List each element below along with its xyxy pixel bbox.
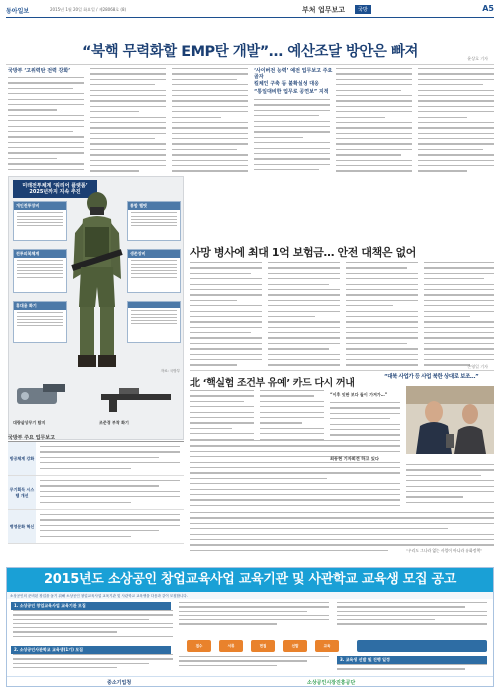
page-number: A5 [482,4,494,13]
panel-helmet [127,201,181,241]
panel-label: 개인전투장비 [14,202,66,210]
press-conference-photo [406,386,494,454]
ad-section-3-body [337,664,487,676]
flow-step: 서류 [219,640,243,652]
flow-step: 면접 [251,640,275,652]
lead-body-col5 [336,68,412,173]
section-name: 부처 업무보고 [302,6,346,14]
panel-label: 전투피복체계 [14,250,66,258]
story3-side-headline: “대북 사업가 등 사업 북한 상대로 보조…” [384,374,479,380]
paper-logo: 동아일보 [6,8,30,15]
rifle-illustration [99,380,179,416]
lead-body-col3 [172,68,248,173]
story2-col3 [346,262,418,366]
story3-headline: 北 ‘핵실험 조건부 유예’ 카드 다시 꺼내 [190,378,355,389]
row-text [40,446,180,474]
photo-content [406,386,494,454]
panel-header-bar [128,302,180,308]
story2-col2 [268,262,340,366]
story3-col1 [190,390,254,442]
ad-intro: 소상공인의 준비된 창업을 돕기 위해 소상공인 창업교육사업 교육기관 및 사관학교 교육생을 다음과 같이 모집합니다. [7,592,493,599]
ad-section-2: 2. 소상공인사관학교 교육생(1기) 모집 [11,646,171,654]
infographic-bottom-panel [13,378,179,436]
infographic-credit: 자료: 국방부 [160,369,180,373]
warrior-platform-infographic [8,176,184,440]
panel-survival-gear [127,249,181,293]
ad-contact-body [179,656,329,672]
flow-banner [357,640,487,652]
sponsor-left: 중소기업청 [107,680,132,686]
row-text [40,514,180,542]
ad-section-1-body [13,610,173,644]
flow-step: 교육 [315,640,339,652]
panel-label: 휴대용 화기 [14,302,66,310]
story2-byline: 손영일 기자 [467,364,488,369]
side-quote-2: “우리도 그나라 없는 사업이 아니라 유화정책” [406,548,482,553]
lead-subhead-2: ‘사이버전 능력’ 예전 업무보고 주요골자 [254,68,333,80]
row-category: 무기획득 시스템 개선 [8,476,36,509]
bottom-label-1: 대량살상무기 탐지 [13,420,46,425]
soldier-illustration [69,187,125,377]
ad-right-body [337,602,487,638]
ad-footer [7,676,493,687]
masthead [6,4,494,16]
recruitment-ad [6,567,494,687]
photo-caption-text [406,464,494,510]
table-row [8,476,184,510]
side-col [330,402,400,454]
flow-step: 선발 [283,640,307,652]
lead-subhead-1: 국방부 ‘고위력탄 전력 강화’ [8,68,71,74]
panel-extra [127,301,181,343]
flow-step: 접수 [187,640,211,652]
lead-byline: 윤상호 기자 [467,56,488,61]
summary-table [8,441,184,543]
bottom-label-2: 조준경 부착 화기 [99,420,129,425]
detector-illustration [13,378,73,418]
ad-section-2-body [13,654,173,674]
ad-middle-body [179,602,329,638]
issue-date: 2015년 1월 20일 화요일 / 제28068호 (8) [50,7,127,12]
row-text [40,480,180,508]
photo-caption: 최동현 기자회견 하고 있다 [330,456,379,461]
lead-body-col1 [8,77,84,173]
table-row [8,442,184,476]
story2-col4 [424,262,494,366]
story-divider [190,370,494,371]
story2-col1 [190,262,262,366]
table-title: 국방부 주요 업무보고 [8,435,55,441]
panel-label: 생존장비 [128,250,180,258]
headline-rule [6,64,494,65]
ad-title: 2015년도 소상공인 창업교육사업 교육기관 및 사관학교 교육생 모집 공고 [7,568,493,592]
ad-section-3: 3. 교육생 선발 및 진행 일정 [337,656,487,664]
panel-firearm [13,301,67,343]
ad-section-1: 1. 소상공인 창업교육사업 교육기관 모집 [11,602,171,610]
story2-headline: 사망 병사에 최대 1억 보험금… 안전 대책은 없어 [190,246,416,259]
infographic-title: 미래전투체계 ‘워리어 플랫폼’ 2025년까지 지속 추진 [13,180,97,198]
masthead-rule [6,17,494,18]
lead-subhead-4: “통일대비한 업무로 공연보” 지적 [254,89,329,95]
lead-body-col2 [90,68,166,173]
lead-headline: “북핵 무력화할 EMP탄 개발”… 예산조달 방안은 빠져 [82,44,418,60]
panel-label: 통합 헬멧 [128,202,180,210]
sponsor-right: 소상공인시장진흥공단 [307,680,356,686]
lead-subhead-3: 킬체인 구축 등 불확실성 대응 [254,81,319,87]
panel-combat-uniform [13,249,67,293]
table-row [8,510,184,544]
lead-body-col6 [418,68,494,173]
row-category: 방공체계 강화 [8,442,36,475]
row-category: 병영문화 혁신 [8,510,36,543]
side-quote-1: “이후 잇딴 보다 들이 가져가…” [330,392,388,397]
panel-personal-gear [13,201,67,241]
section-tag: 국방 [355,5,371,14]
story3-col2 [260,390,324,442]
lead-body-col4 [254,99,330,173]
